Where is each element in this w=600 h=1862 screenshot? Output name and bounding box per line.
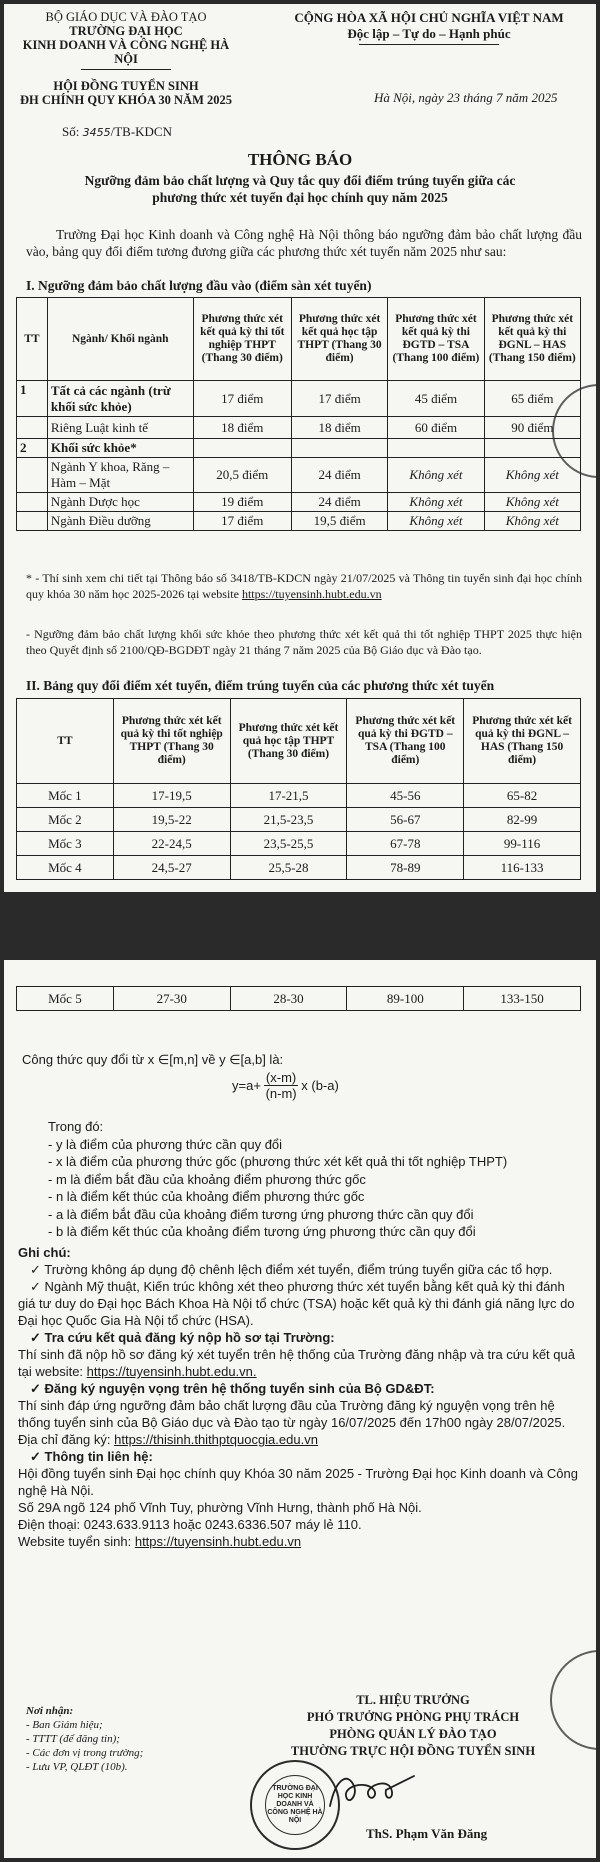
agency-header xyxy=(10,10,242,107)
notice-subtitle: Ngưỡng đảm bảo chất lượng và Quy tắc quy đổi điểm trúng tuyển giữa các phương thức xét tuyển đại học chính quy năm 2025 xyxy=(84,173,516,205)
col-header-hsa: Phương thức xét kết quả kỳ thi ĐGNL – HAS (Thang 150 điểm) xyxy=(484,298,580,381)
table-row: Mốc 1 17-19,5 17-21,5 45-56 65-82 xyxy=(17,784,581,808)
formula-definitions: Trong đó: - y là điểm của phương thức cần quy đổi - x là điểm của phương thức gốc (phương thức xét kết quả thi tốt nghiệp THPT) - m là điểm bắt đầu của khoảng điểm phương thức gốc - n là điểm kết thúc của khoảng điểm phương thức gốc - a là điểm bắt đầu của khoảng điểm tương ứng phương thức cần quy đổi - b là điểm kết thúc của khoảng điểm tương ứng phương thức cần quy đổi xyxy=(48,1119,508,1239)
section-1-heading: I. Ngưỡng đảm bảo chất lượng đầu vào (điểm sàn xét tuyển) xyxy=(26,278,372,293)
conversion-formula: y=a+ $\frac{(x-m)}{(n-m)}$ x (b-a) xyxy=(232,1070,339,1101)
section-2-heading: II. Bảng quy đổi điểm xét tuyển, điểm trúng tuyển của các phương thức xét tuyển xyxy=(26,678,495,693)
col-header-hsa: Phương thức xét kết quả kỳ thi ĐGNL – HAS (Thang 150 điểm) xyxy=(464,699,581,784)
note-2: - Ngưỡng đảm bảo chất lượng khối sức khỏe theo phương thức xét kết quả thi tốt nghiệp THPT 2025 thực hiện theo Quyết định số 2100/QĐ-BGDĐT ngày 21 tháng 7 năm 2025 của Bộ Giáo dục và Đào tạo. xyxy=(26,627,582,657)
registration-link[interactable]: https://thisinh.thithptquocgia.edu.vn xyxy=(114,1432,318,1447)
table-row: Ngành Điều dưỡng 17 điểm 19,5 điểm Không xét Không xét xyxy=(17,512,581,531)
school-name-line2: KINH DOANH VÀ CÔNG NGHỆ HÀ NỘI xyxy=(22,38,230,66)
document-number: Số: 3455/TB-KDCN xyxy=(62,124,172,139)
table-row: Mốc 2 19,5-22 21,5-23,5 56-67 82-99 xyxy=(17,808,581,832)
ministry-name: BỘ GIÁO DỤC VÀ ĐÀO TẠO xyxy=(45,10,207,24)
col-header-tt: TT xyxy=(17,699,114,784)
col-header-thpt-transcript: Phương thức xét kết quả học tập THPT (Thang 30 điểm) xyxy=(230,699,347,784)
col-header-thpt-exam: Phương thức xét kết quả kỳ thi tốt nghiệp THPT (Thang 30 điểm) xyxy=(193,298,291,381)
notice-title: THÔNG BÁO xyxy=(247,150,353,169)
handwritten-signature xyxy=(326,1766,426,1816)
table-row: Mốc 3 22-24,5 23,5-25,5 67-78 99-116 xyxy=(17,832,581,856)
col-header-thpt-transcript: Phương thức xét kết quả học tập THPT (Thang 30 điểm) xyxy=(291,298,387,381)
council-line1: HỘI ĐỒNG TUYỂN SINH xyxy=(53,79,199,93)
website-link-1[interactable]: https://tuyensinh.hubt.edu.vn xyxy=(241,587,382,601)
signer-name: ThS. Phạm Văn Đăng xyxy=(366,1826,488,1841)
col-header-tsa: Phương thức xét kết quả kỳ thi ĐGTD – TSA (Thang 100 điểm) xyxy=(388,298,484,381)
col-header-major: Ngành/ Khối ngành xyxy=(47,298,193,381)
table-row: Ngành Y khoa, Răng – Hàm – Mặt 20,5 điểm 24 điểm Không xét Không xét xyxy=(17,458,581,493)
col-header-tt: TT xyxy=(17,298,48,381)
issue-date: Hà Nội, ngày 23 tháng 7 năm 2025 xyxy=(374,90,558,105)
website-link-2[interactable]: https://tuyensinh.hubt.edu.vn. xyxy=(86,1364,257,1379)
national-motto: Độc lập – Tự do – Hạnh phúc xyxy=(347,26,511,41)
document-page-2 xyxy=(4,960,596,1858)
table-row: Mốc 5 27-30 28-30 89-100 133-150 xyxy=(17,987,581,1011)
table-row: Riêng Luật kinh tế 18 điểm 18 điểm 60 điểm 90 điểm xyxy=(17,417,581,439)
council-line2: ĐH CHÍNH QUY KHÓA 30 NĂM 2025 xyxy=(19,93,233,107)
col-header-tsa: Phương thức xét kết quả kỳ thi ĐGTD – TSA (Thang 100 điểm) xyxy=(347,699,464,784)
national-header xyxy=(266,10,592,45)
republic-title: CỘNG HÒA XÃ HỘI CHỦ NGHĨA VIỆT NAM xyxy=(294,10,564,25)
recipients-label: Nơi nhận: xyxy=(26,1705,74,1717)
document-page-1 xyxy=(4,4,596,892)
table-row: 2 Khối sức khỏe* xyxy=(17,439,581,458)
formula-intro: Công thức quy đổi từ x ∈[m,n] về y ∈[a,b] là: xyxy=(22,1052,284,1067)
table-row: 1 Tất cả các ngành (trừ khối sức khỏe) 17 điểm 17 điểm 45 điểm 65 điểm xyxy=(17,381,581,417)
note-1: * - Thí sinh xem chi tiết tại Thông báo số 3418/TB-KDCN ngày 21/07/2025 và Thông tin tuyển sinh đại học chính quy khóa 30 năm học 2025-2026 tại website https://tuyensinh.hubt.edu.vn xyxy=(26,571,582,601)
motto-underline xyxy=(359,44,499,45)
conversion-table-continued xyxy=(16,986,581,1011)
signature-block: TL. HIỆU TRƯỞNG PHÓ TRƯỞNG PHÒNG PHỤ TRÁCH PHÒNG QUẢN LÝ ĐÀO TẠO THƯỜNG TRỰC HỘI ĐỒNG TUYỂN SINH xyxy=(290,1693,536,1758)
threshold-table xyxy=(16,297,581,531)
recipients: Nơi nhận: - Ban Giám hiệu; - TTTT (để đăng tin); - Các đơn vị trong trường; - Lưu VP, QLĐT (10b). xyxy=(26,1705,144,1773)
table-row: Mốc 4 24,5-27 25,5-28 78-89 116-133 xyxy=(17,856,581,880)
table-header-row xyxy=(17,699,581,784)
notes-heading: Ghi chú: xyxy=(18,1245,71,1260)
conversion-table xyxy=(16,698,581,880)
website-link-3[interactable]: https://tuyensinh.hubt.edu.vn xyxy=(134,1534,302,1549)
stamp-inner: TRƯỜNG ĐẠI HỌC KINH DOANH VÀ CÔNG NGHỆ HÀ NỘI xyxy=(265,1775,325,1835)
intro-paragraph: Trường Đại học Kinh doanh và Công nghệ Hà Nội thông báo ngưỡng đảm bảo chất lượng đầu vào, bảng quy đổi điểm tương đương giữa các phương thức xét tuyển năm 2025 như sau: xyxy=(26,227,582,259)
table-row: Ngành Dược học 19 điểm 24 điểm Không xét Không xét xyxy=(17,493,581,512)
notes-section: Ghi chú: ✓ Trường không áp dụng độ chênh lệch điểm xét tuyển, điểm trúng tuyển giữa các tổ hợp. ✓ Ngành Mỹ thuật, Kiến trúc không xét theo phương thức xét tuyển bằng kết quả kỳ thi đánh giá tư duy do Đại học Bách Khoa Hà Nội tổ chức (TSA) hoặc kết quả kỳ thi đánh giá năng lực do Đại học Quốc Gia Hà Nội tổ chức (HSA). ✓ Tra cứu kết quả đăng ký nộp hồ sơ tại Trường: Thí sinh đã nộp hồ sơ đăng ký xét tuyển trên hệ thống của Trường đăng nhập và tra cứu kết quả tại website: https://tuyensinh.hubt.edu.vn. ✓ Đăng ký nguyện vọng trên hệ thống tuyển sinh của Bộ GD&ĐT: Thí sinh đáp ứng ngưỡng đảm bảo chất lượng đầu của Trường đăng ký nguyện vọng trên hệ thống tuyển sinh của Bộ Giáo dục và Đào tạo từ ngày 16/07/2025 đến 17h00 ngày 28/07/2025. Địa chỉ đăng ký: https://thisinh.thithptquocgia.edu.vn ✓ Thông tin liên hệ: Hội đồng tuyển sinh Đại học chính quy Khóa 30 năm 2025 - Trường Đại học Kinh doanh và Công nghệ Hà Nội. Số 29A ngõ 124 phố Vĩnh Tuy, phường Vĩnh Hưng, thành phố Hà Nội. Điện thoại: 0243.633.9113 hoặc 0243.6336.507 máy lẻ 110. Website tuyển sinh: https://tuyensinh.hubt.edu.vn xyxy=(18,1245,578,1549)
header-divider xyxy=(81,69,171,70)
col-header-thpt-exam: Phương thức xét kết quả kỳ thi tốt nghiệp THPT (Thang 30 điểm) xyxy=(113,699,230,784)
school-name-line1: TRƯỜNG ĐẠI HỌC xyxy=(69,24,183,38)
table-header-row xyxy=(17,298,581,381)
formula-fraction: $\frac{(x-m)}{(n-m)}$ xyxy=(265,1070,297,1101)
